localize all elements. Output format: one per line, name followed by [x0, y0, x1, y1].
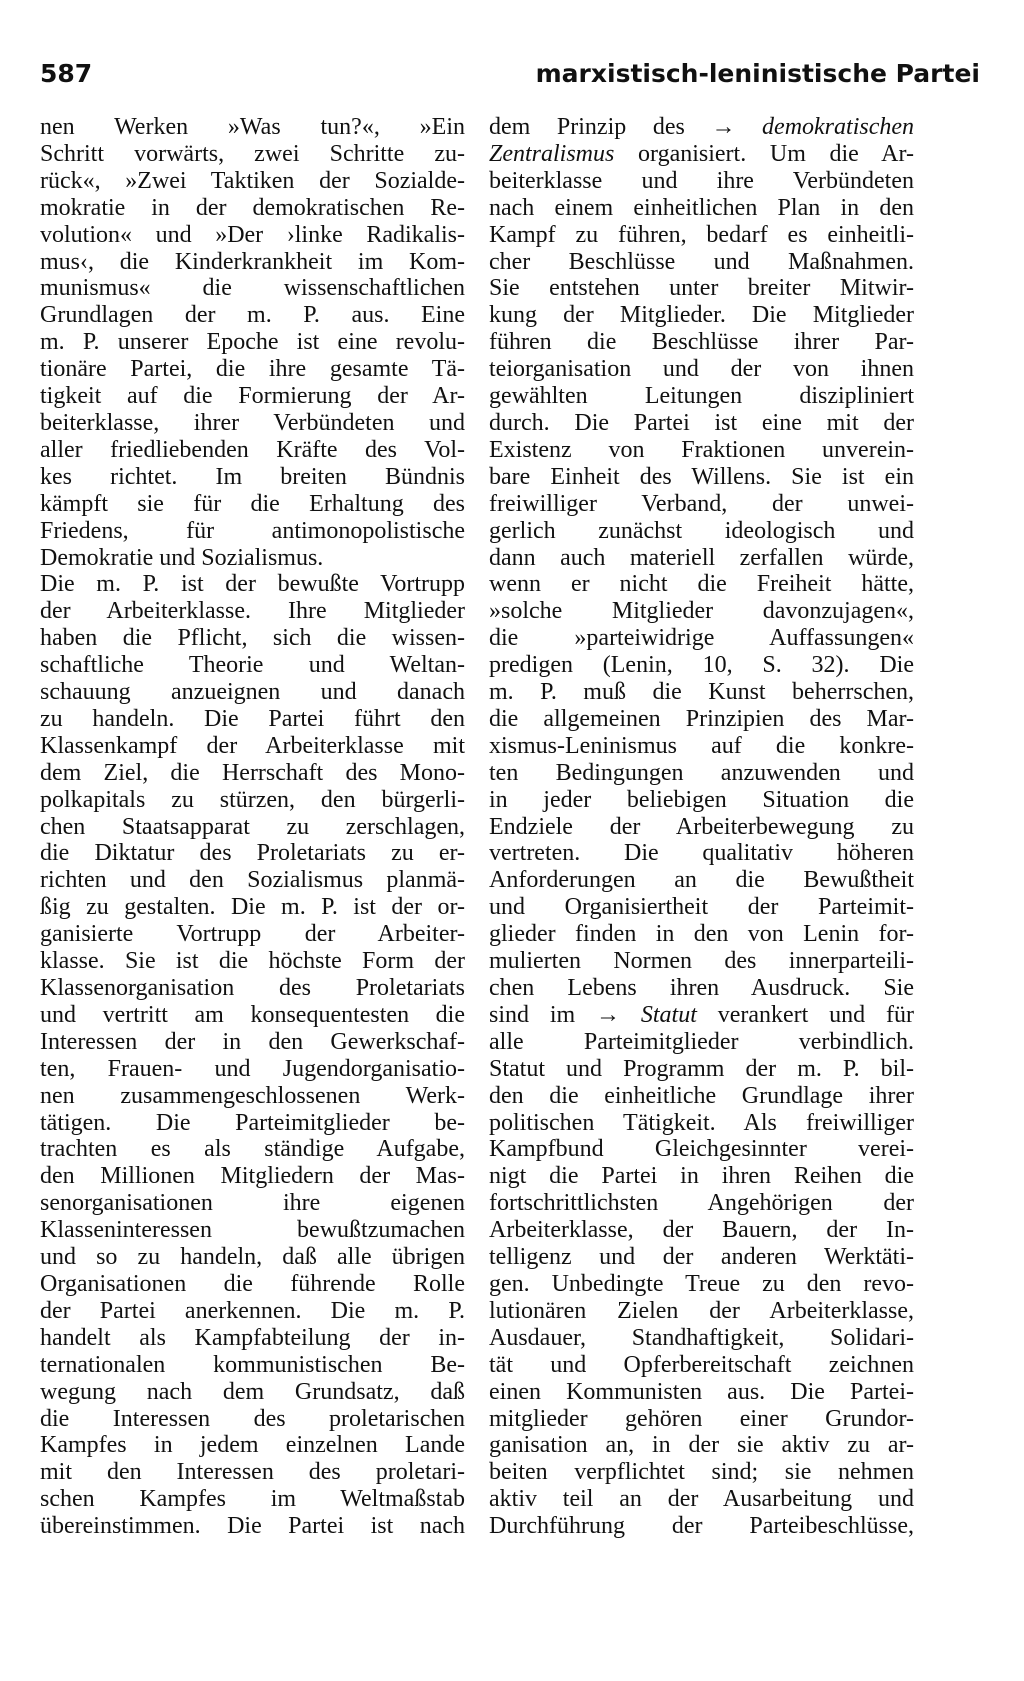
- text-line: fortschrittlichsten Angehörigen der: [489, 1190, 914, 1217]
- text-line: einen Kommunisten aus. Die Partei-: [489, 1378, 914, 1405]
- text-line: nen Werken »Was tun?«, »Ein: [40, 114, 465, 140]
- text-line: Grundlagen der m. P. aus. Eine: [40, 302, 465, 329]
- text-line: beiterklasse, ihrer Verbündeten und: [40, 409, 465, 436]
- text-line: tigkeit auf die Formierung der Ar-: [40, 383, 465, 410]
- running-header: [40, 56, 984, 92]
- text-line: volution« und »Der ›linke Radikalis-: [40, 221, 465, 248]
- text-line: kämpft sie für die Erhaltung des: [40, 490, 465, 517]
- text-line: »solche Mitglieder davonzujagen«,: [489, 598, 914, 625]
- text-line: Kampfbund Gleichgesinnter verei-: [489, 1136, 914, 1163]
- text-line: Kampfes in jedem einzelnen Lande: [40, 1432, 465, 1459]
- text-line: bare Einheit des Willens. Sie ist ein: [489, 463, 914, 490]
- text-line: Friedens, für antimonopolistische: [40, 517, 465, 544]
- text-line: nen zusammengeschlossenen Werk-: [40, 1082, 465, 1109]
- text-line: in jeder beliebigen Situation die: [489, 786, 914, 813]
- text-line: die Interessen des proletarischen: [40, 1405, 465, 1432]
- text-line: der Arbeiterklasse. Ihre Mitglieder: [40, 598, 465, 625]
- text-line: m. P. unserer Epoche ist eine revolu-: [40, 329, 465, 356]
- text-line: aller friedliebenden Kräfte des Vol-: [40, 436, 465, 463]
- text-line: die allgemeinen Prinzipien des Mar-: [489, 705, 914, 732]
- text-line: mitglieder gehören einer Grundor-: [489, 1405, 914, 1432]
- text-line: und so zu handeln, daß alle übrigen: [40, 1244, 465, 1271]
- text-line: nach einem einheitlichen Plan in den: [489, 194, 914, 221]
- text-line: die »parteiwidrige Auffassungen«: [489, 625, 914, 652]
- text-line: tät und Opferbereitschaft zeichnen: [489, 1351, 914, 1378]
- text-line: tionäre Partei, die ihre gesamte Tä-: [40, 356, 465, 383]
- text-line: führen die Beschlüsse ihrer Par-: [489, 329, 914, 356]
- text-line: Anforderungen an die Bewußtheit: [489, 867, 914, 894]
- text-line: Kampf zu führen, bedarf es einheitli-: [489, 221, 914, 248]
- text-line: durch. Die Partei ist eine mit der: [489, 409, 914, 436]
- text-line: Organisationen die führende Rolle: [40, 1270, 465, 1297]
- text-line: den die einheitliche Grundlage ihrer: [489, 1082, 914, 1109]
- text-line: Klasseninteressen bewußtzumachen: [40, 1217, 465, 1244]
- text-line: mus‹, die Kinderkrankheit im Kom-: [40, 248, 465, 275]
- text-line: Statut und Programm der m. P. bil-: [489, 1055, 914, 1082]
- text-line: und vertritt am konsequentesten die: [40, 1001, 465, 1028]
- text-line: mokratie in der demokratischen Re-: [40, 194, 465, 221]
- text-line: Demokratie und Sozialismus.: [40, 544, 324, 571]
- text-line: sind im → Statut verankert und für: [489, 1001, 915, 1028]
- text-line: freiwilliger Verband, der unwei-: [489, 490, 914, 517]
- text-line: nigt die Partei in ihren Reihen die: [489, 1163, 914, 1190]
- text-line: mit den Interessen des proletari-: [40, 1459, 465, 1486]
- text-line: ganisation an, in der sie aktiv zu ar-: [489, 1432, 914, 1459]
- text-line: Schritt vorwärts, zwei Schritte zu-: [40, 140, 465, 167]
- cross-reference-arrow-icon: →: [711, 114, 736, 140]
- text-line: gewählten Leitungen diszipliniert: [489, 383, 914, 410]
- text-line: handelt als Kampfabteilung der in-: [40, 1324, 465, 1351]
- text-line: zu handeln. Die Partei führt den: [40, 705, 465, 732]
- text-line: klasse. Sie ist die höchste Form der: [40, 948, 465, 975]
- text-line: die Diktatur des Proletariats zu er-: [40, 840, 465, 867]
- text-line: Sie entstehen unter breiter Mitwir-: [489, 275, 914, 302]
- text-line: senorganisationen ihre eigenen: [40, 1190, 465, 1217]
- text-line: gen. Unbedingte Treue zu den revo-: [489, 1270, 914, 1297]
- text-line: Interessen der in den Gewerkschaf-: [40, 1028, 465, 1055]
- text-line: polkapitals zu stürzen, den bürgerli-: [40, 786, 465, 813]
- text-line: telligenz und der anderen Werktäti-: [489, 1244, 914, 1271]
- text-line: Arbeiterklasse, der Bauern, der In-: [489, 1217, 914, 1244]
- text-line: der Partei anerkennen. Die m. P.: [40, 1297, 465, 1324]
- text-line: schen Kampfes im Weltmaßstab: [40, 1486, 465, 1513]
- text-line: Ausdauer, Standhaftigkeit, Solidari-: [489, 1324, 914, 1351]
- text-line: dann auch materiell zerfallen würde,: [489, 544, 914, 571]
- text-line: Existenz von Fraktionen unverein-: [489, 436, 914, 463]
- text-line: lutionären Zielen der Arbeiterklasse,: [489, 1297, 914, 1324]
- text-line: glieder finden in den von Lenin for-: [489, 921, 914, 948]
- text-line: Endziele der Arbeiterbewegung zu: [489, 813, 914, 840]
- text-line: und Organisiertheit der Parteimit-: [489, 894, 914, 921]
- cross-reference-link[interactable]: demokratischen: [762, 114, 915, 140]
- text-line: Durchführung der Parteibeschlüsse,: [489, 1513, 914, 1540]
- cross-reference-link[interactable]: Statut: [640, 1001, 697, 1028]
- cross-reference-link[interactable]: Zentralismus: [489, 140, 615, 167]
- text-line: rück«, »Zwei Taktiken der Sozialde-: [40, 167, 465, 194]
- text-line: Die m. P. ist der bewußte Vortrupp: [40, 571, 465, 598]
- text-line: Klassenkampf der Arbeiterklasse mit: [40, 732, 465, 759]
- text-line: ten Bedingungen anzuwenden und: [489, 759, 914, 786]
- text-line: m. P. muß die Kunst beherrschen,: [489, 679, 914, 706]
- text-line: kung der Mitglieder. Die Mitglieder: [489, 302, 914, 329]
- text-line: beiten verpflichtet sind; sie nehmen: [489, 1459, 914, 1486]
- text-line: wenn er nicht die Freiheit hätte,: [489, 571, 914, 598]
- text-line: wegung nach dem Grundsatz, daß: [40, 1378, 465, 1405]
- right-column: [489, 114, 914, 1540]
- text-line: schaftliche Theorie und Weltan-: [40, 652, 465, 679]
- header-title: marxistisch-leninistische Partei: [535, 59, 980, 88]
- text-line: ternationalen kommunistischen Be-: [40, 1351, 465, 1378]
- text-line: kes richtet. Im breiten Bündnis: [40, 463, 465, 490]
- text-line: munismus« die wissenschaftlichen: [40, 275, 465, 302]
- text-line: Klassenorganisation des Proletariats: [40, 975, 465, 1001]
- text-line: chen Staatsapparat zu zerschlagen,: [40, 813, 465, 840]
- text-line: übereinstimmen. Die Partei ist nach: [40, 1513, 465, 1540]
- text-line: dem Ziel, die Herrschaft des Mono-: [40, 759, 465, 786]
- text-line: beiterklasse und ihre Verbündeten: [489, 167, 914, 194]
- text-line: ßig zu gestalten. Die m. P. ist der or-: [40, 894, 465, 921]
- text-line: gerlich zunächst ideologisch und: [489, 517, 914, 544]
- text-line: teiorganisation und der von ihnen: [489, 356, 914, 383]
- text-line: trachten es als ständige Aufgabe,: [40, 1136, 465, 1163]
- text-line: alle Parteimitglieder verbindlich.: [489, 1028, 914, 1055]
- text-line: ganisierte Vortrupp der Arbeiter-: [40, 921, 465, 948]
- text-line: vertreten. Die qualitativ höheren: [489, 840, 914, 867]
- text-line: dem Prinzip des → demokratischen: [489, 114, 915, 140]
- left-column: [40, 114, 465, 1540]
- text-line: richten und den Sozialismus planmä-: [40, 867, 465, 894]
- text-line: tätigen. Die Parteimitglieder be-: [40, 1109, 465, 1136]
- text-line: cher Beschlüsse und Maßnahmen.: [489, 248, 914, 275]
- text-line: Zentralismus organisiert. Um die Ar-: [489, 140, 914, 167]
- text-line: xismus-Leninismus auf die konkre-: [489, 732, 914, 759]
- text-line: den Millionen Mitgliedern der Mas-: [40, 1163, 465, 1190]
- text-line: aktiv teil an der Ausarbeitung und: [489, 1486, 914, 1513]
- text-line: mulierten Normen des innerparteili-: [489, 948, 914, 975]
- text-line: politischen Tätigkeit. Als freiwilliger: [489, 1109, 914, 1136]
- text-line: chen Lebens ihren Ausdruck. Sie: [489, 975, 914, 1001]
- text-line: ten, Frauen- und Jugendorganisatio-: [40, 1055, 465, 1082]
- cross-reference-arrow-icon: →: [596, 1001, 621, 1028]
- text-line: schauung anzueignen und danach: [40, 679, 465, 706]
- text-line: haben die Pflicht, sich die wissen-: [40, 625, 465, 652]
- text-line: predigen (Lenin, 10, S. 32). Die: [489, 652, 914, 679]
- page-number: 587: [40, 59, 93, 88]
